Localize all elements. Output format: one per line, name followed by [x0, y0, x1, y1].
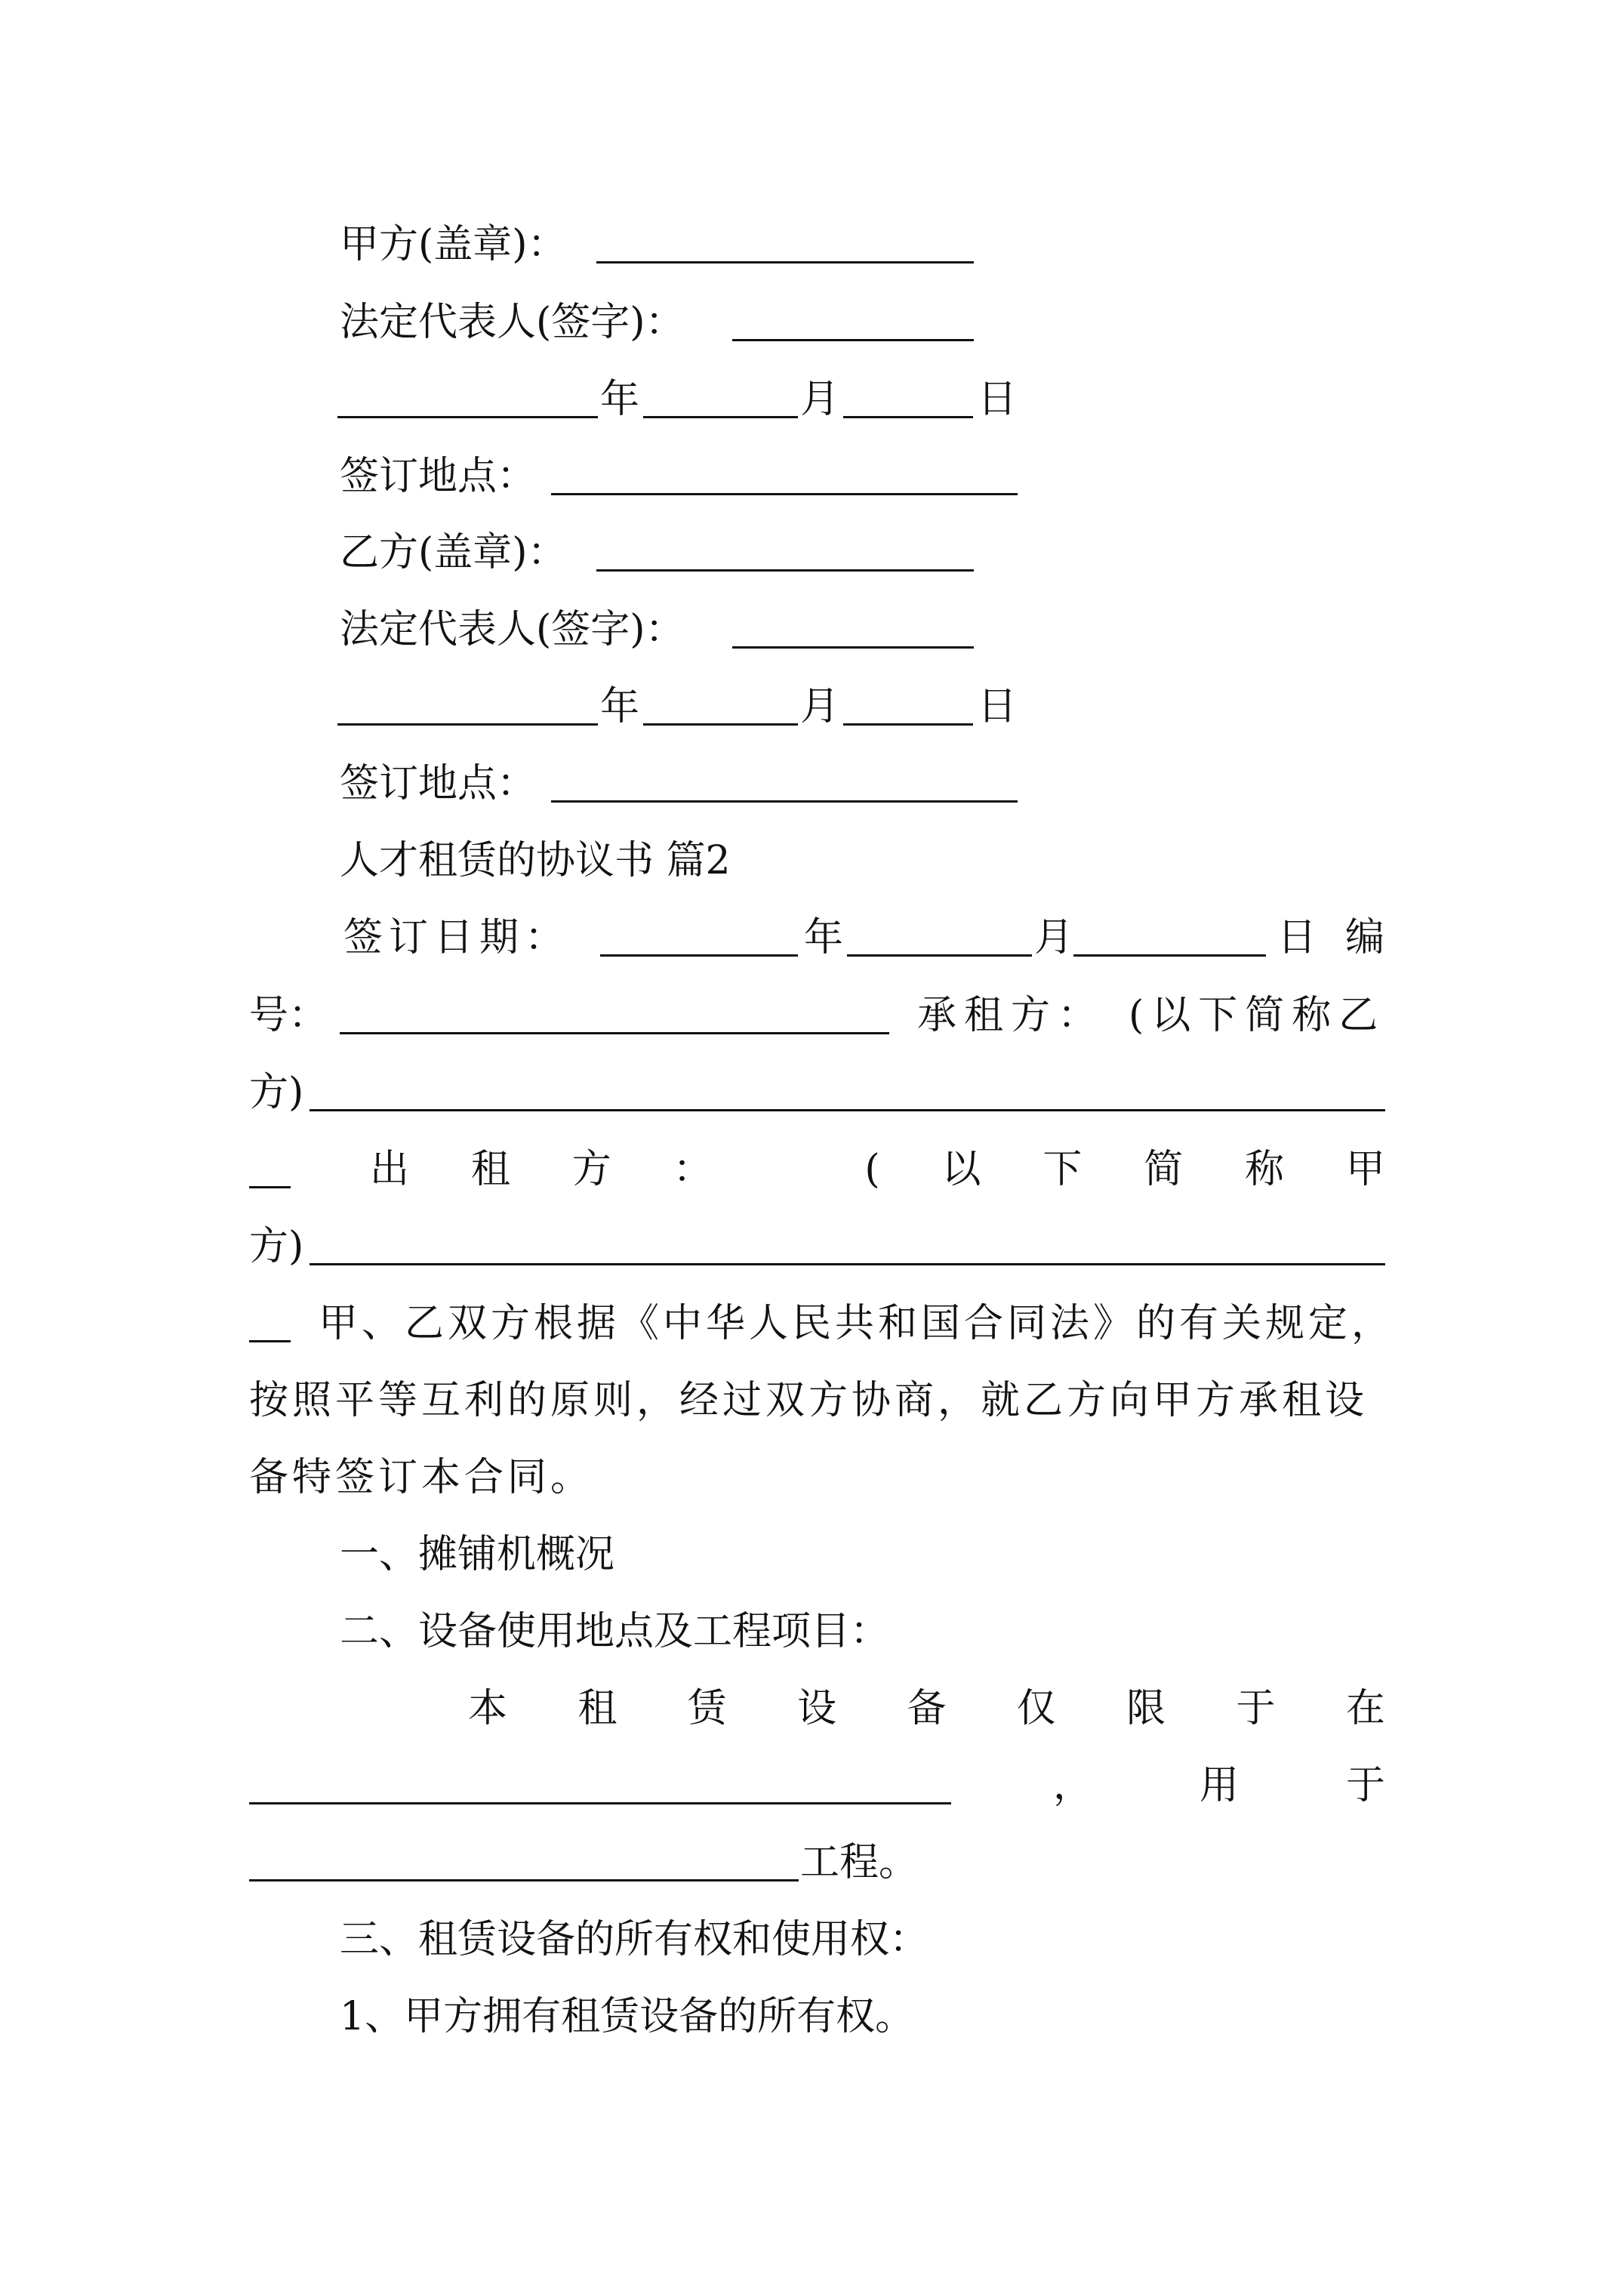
sign-month-blank	[847, 954, 1032, 957]
party-b-month-label: 月	[800, 684, 840, 729]
party-a-month-label: 月	[800, 377, 840, 422]
sign-year-label: 年	[804, 915, 844, 960]
party-a-year-label: 年	[600, 377, 640, 422]
restrict-char: 租	[577, 1686, 617, 1731]
party-b-seal-blank	[596, 569, 974, 572]
sign-year-blank	[600, 954, 798, 957]
restrict-char: 仅	[1016, 1686, 1056, 1731]
lessee-name-blank-cont	[249, 1186, 291, 1188]
party-a-rep-blank	[732, 339, 974, 341]
party-a-seal-blank	[596, 261, 974, 264]
lessee-note: (以下简称乙	[1129, 993, 1386, 1038]
sign-month-label: 月	[1034, 915, 1074, 960]
party-b-day-blank	[843, 723, 973, 726]
party-a-rep-label: 法定代表人(签字)：	[340, 300, 685, 345]
item-1: 一、摊铺机概况	[340, 1532, 615, 1577]
lessor-char: 简	[1144, 1147, 1184, 1192]
use-char: ，	[1053, 1763, 1093, 1808]
sign-day-blank	[1073, 954, 1266, 957]
party-b-year-blank	[337, 723, 598, 726]
party-b-place-blank	[551, 800, 1018, 803]
restrict-char: 赁	[687, 1686, 727, 1731]
party-a-place-blank	[551, 493, 1018, 495]
lessor-char: 称	[1245, 1147, 1285, 1192]
party-a-day-blank	[843, 416, 973, 418]
lessor-char: 以	[941, 1147, 981, 1192]
party-b-year-label: 年	[600, 684, 640, 729]
project-blank	[249, 1879, 799, 1881]
intro-line-3: 备特签订本合同。	[249, 1455, 594, 1500]
project-suffix: 工程。	[800, 1840, 919, 1885]
restrict-char: 设	[797, 1686, 837, 1731]
item-3: 三、租赁设备的所有权和使用权：	[340, 1917, 929, 1962]
lessor-char: 方	[571, 1147, 611, 1192]
intro-line-1: 甲、乙双方根据《中华人民共和国合同法》的有关规定，	[319, 1301, 1395, 1346]
restrict-char: 于	[1236, 1686, 1276, 1731]
location-blank	[249, 1802, 951, 1804]
lessor-char: ：	[673, 1147, 713, 1192]
party-b-day-label: 日	[978, 684, 1018, 729]
party-b-rep-label: 法定代表人(签字)：	[340, 607, 685, 652]
sign-day-label: 日	[1277, 915, 1317, 960]
number-blank	[340, 1032, 889, 1034]
party-b-rep-blank	[732, 646, 974, 649]
restrict-char: 备	[907, 1686, 947, 1731]
fang-a-label: 方)	[249, 1070, 304, 1115]
party-b-place-label: 签订地点：	[340, 761, 537, 806]
lessor-char: 下	[1042, 1147, 1083, 1192]
restrict-char: 限	[1126, 1686, 1166, 1731]
intro-line-2: 按照平等互利的原则，经过双方协商，就乙方向甲方承租设	[249, 1378, 1369, 1423]
party-b-seal-label: 乙方(盖章)：	[340, 530, 567, 575]
hao-label: 号：	[249, 993, 328, 1038]
lessor-name-blank	[310, 1263, 1385, 1265]
restrict-line	[468, 1682, 1385, 1735]
item-2: 二、设备使用地点及工程项目：	[340, 1609, 890, 1654]
sign-date-label: 签订日期：	[343, 915, 571, 960]
lessor-line	[370, 1143, 1385, 1196]
restrict-char: 在	[1345, 1686, 1385, 1731]
lessor-char: (	[864, 1147, 880, 1192]
party-a-day-label: 日	[978, 377, 1018, 422]
use-char: 用	[1199, 1763, 1239, 1808]
lessor-char: 租	[470, 1147, 510, 1192]
party-a-year-blank	[337, 416, 598, 418]
item-3-1: 1、甲方拥有租赁设备的所有权。	[340, 1994, 915, 2039]
party-a-place-label: 签订地点：	[340, 454, 537, 499]
fang-b-label: 方)	[249, 1224, 304, 1269]
party-b-month-blank	[643, 723, 798, 726]
party-a-month-blank	[643, 416, 798, 418]
lessor-name-blank-cont	[249, 1340, 291, 1342]
bian-char: 编	[1345, 915, 1385, 960]
use-line	[1053, 1759, 1385, 1812]
lessee-name-blank	[310, 1109, 1385, 1111]
section-title: 人才租赁的协议书 篇2	[340, 838, 731, 883]
lessee-label: 承租方：	[917, 993, 1105, 1038]
lessor-char: 甲	[1345, 1147, 1385, 1192]
party-a-seal-label: 甲方(盖章)：	[340, 222, 567, 267]
use-char: 于	[1345, 1763, 1385, 1808]
restrict-char: 本	[468, 1686, 508, 1731]
lessor-char: 出	[370, 1147, 410, 1192]
